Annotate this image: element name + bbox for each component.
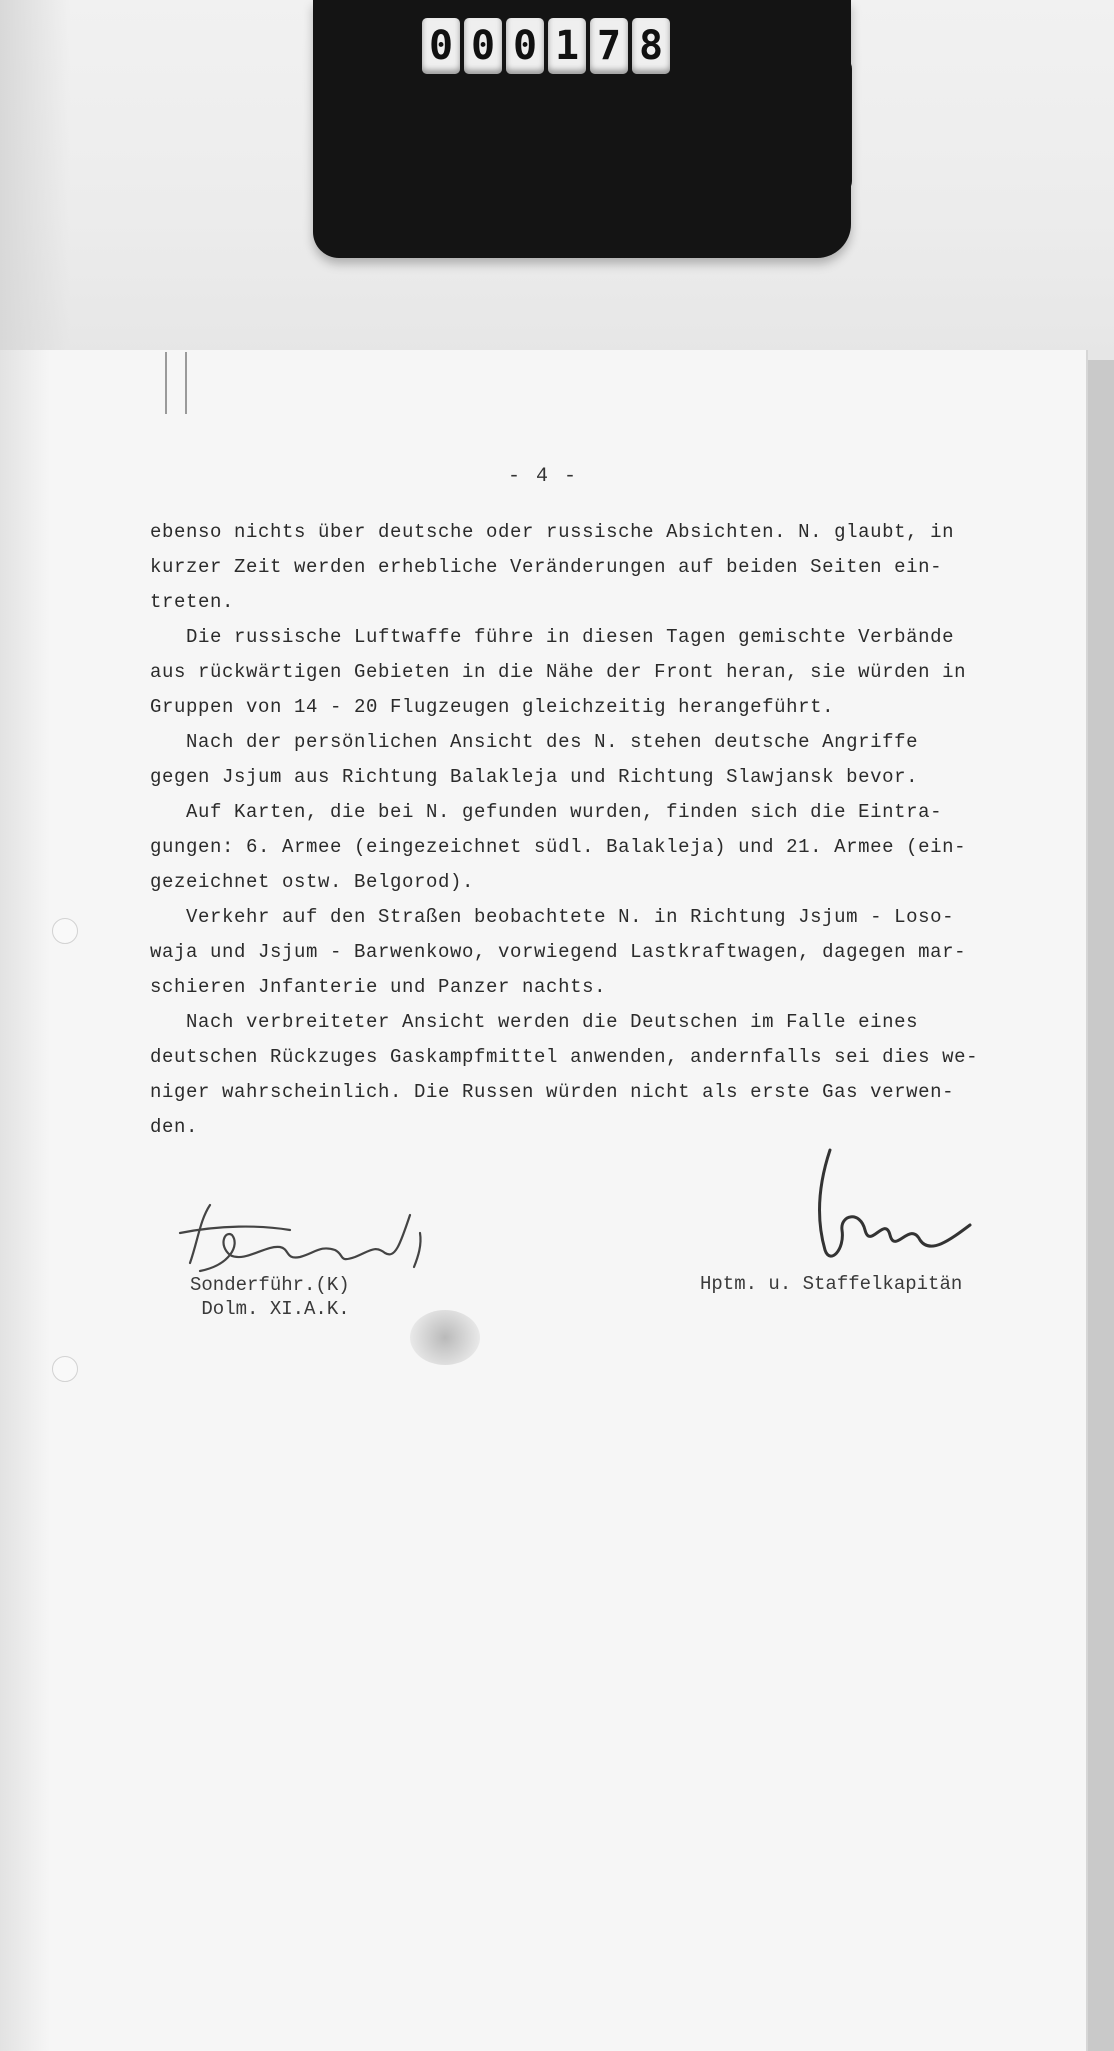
body-line: waja und Jsjum - Barwenkowo, vorwiegend Lastkraftwagen, dagegen mar- — [150, 941, 967, 963]
body-line: Auf Karten, die bei N. gefunden wurden, finden sich die Eintra- — [150, 801, 943, 823]
frame-counter-digits — [422, 18, 670, 78]
body-line: Nach verbreiteter Ansicht werden die Deutschen im Falle eines — [150, 1011, 919, 1033]
punch-hole — [52, 1356, 78, 1382]
body-line: niger wahrscheinlich. Die Russen würden nicht als erste Gas verwen- — [150, 1081, 955, 1103]
page-number: - 4 - — [507, 465, 578, 488]
body-line: den. — [150, 1116, 199, 1138]
body-line: schieren Jnfanterie und Panzer nachts. — [150, 976, 607, 998]
body-line: gegen Jsjum aus Richtung Balakleja und Richtung Slawjansk bevor. — [150, 766, 919, 788]
body-line: Verkehr auf den Straßen beobachtete N. in Richtung Jsjum - Loso- — [150, 906, 955, 928]
body-line: kurzer Zeit werden erhebliche Veränderungen auf beiden Seiten ein- — [150, 556, 943, 578]
signatory-left-unit: Dolm. XI.A.K. — [201, 1298, 350, 1320]
ink-smudge — [410, 1310, 480, 1365]
counter-digit: 8 — [632, 18, 670, 74]
body-line: ebenso nichts über deutsche oder russische Absichten. N. glaubt, in — [150, 521, 955, 543]
counter-digit: 1 — [548, 18, 586, 74]
punch-hole — [52, 918, 78, 944]
body-line: Die russische Luftwaffe führe in diesen Tagen gemischte Verbände — [150, 626, 955, 648]
signatory-left-rank: Sonderführ.(K) — [190, 1274, 350, 1296]
body-line: treten. — [150, 591, 235, 613]
body-line: gezeichnet ostw. Belgorod). — [150, 871, 475, 893]
body-line: Gruppen von 14 - 20 Flugzeugen gleichzeitig herangeführt. — [150, 696, 835, 718]
counter-digit: 0 — [464, 18, 502, 74]
body-line: Nach der persönlichen Ansicht des N. stehen deutsche Angriffe — [150, 731, 919, 753]
signatory-right-title: Hptm. u. Staffelkapitän — [700, 1273, 963, 1295]
handwritten-signature-right — [790, 1140, 980, 1280]
signatory-left-title — [190, 1273, 350, 1321]
handwritten-signature-left — [170, 1185, 450, 1275]
body-line: gungen: 6. Armee (eingezeichnet südl. Balakleja) und 21. Armee (ein- — [150, 836, 967, 858]
document-body — [150, 515, 1070, 1145]
counter-digit: 7 — [590, 18, 628, 74]
counter-digit: 0 — [422, 18, 460, 74]
margin-mark — [165, 352, 187, 414]
body-line: deutschen Rückzuges Gaskampfmittel anwenden, andernfalls sei dies we- — [150, 1046, 979, 1068]
body-line: aus rückwärtigen Gebieten in die Nähe der Front heran, sie würden in — [150, 661, 967, 683]
counter-digit: 0 — [506, 18, 544, 74]
